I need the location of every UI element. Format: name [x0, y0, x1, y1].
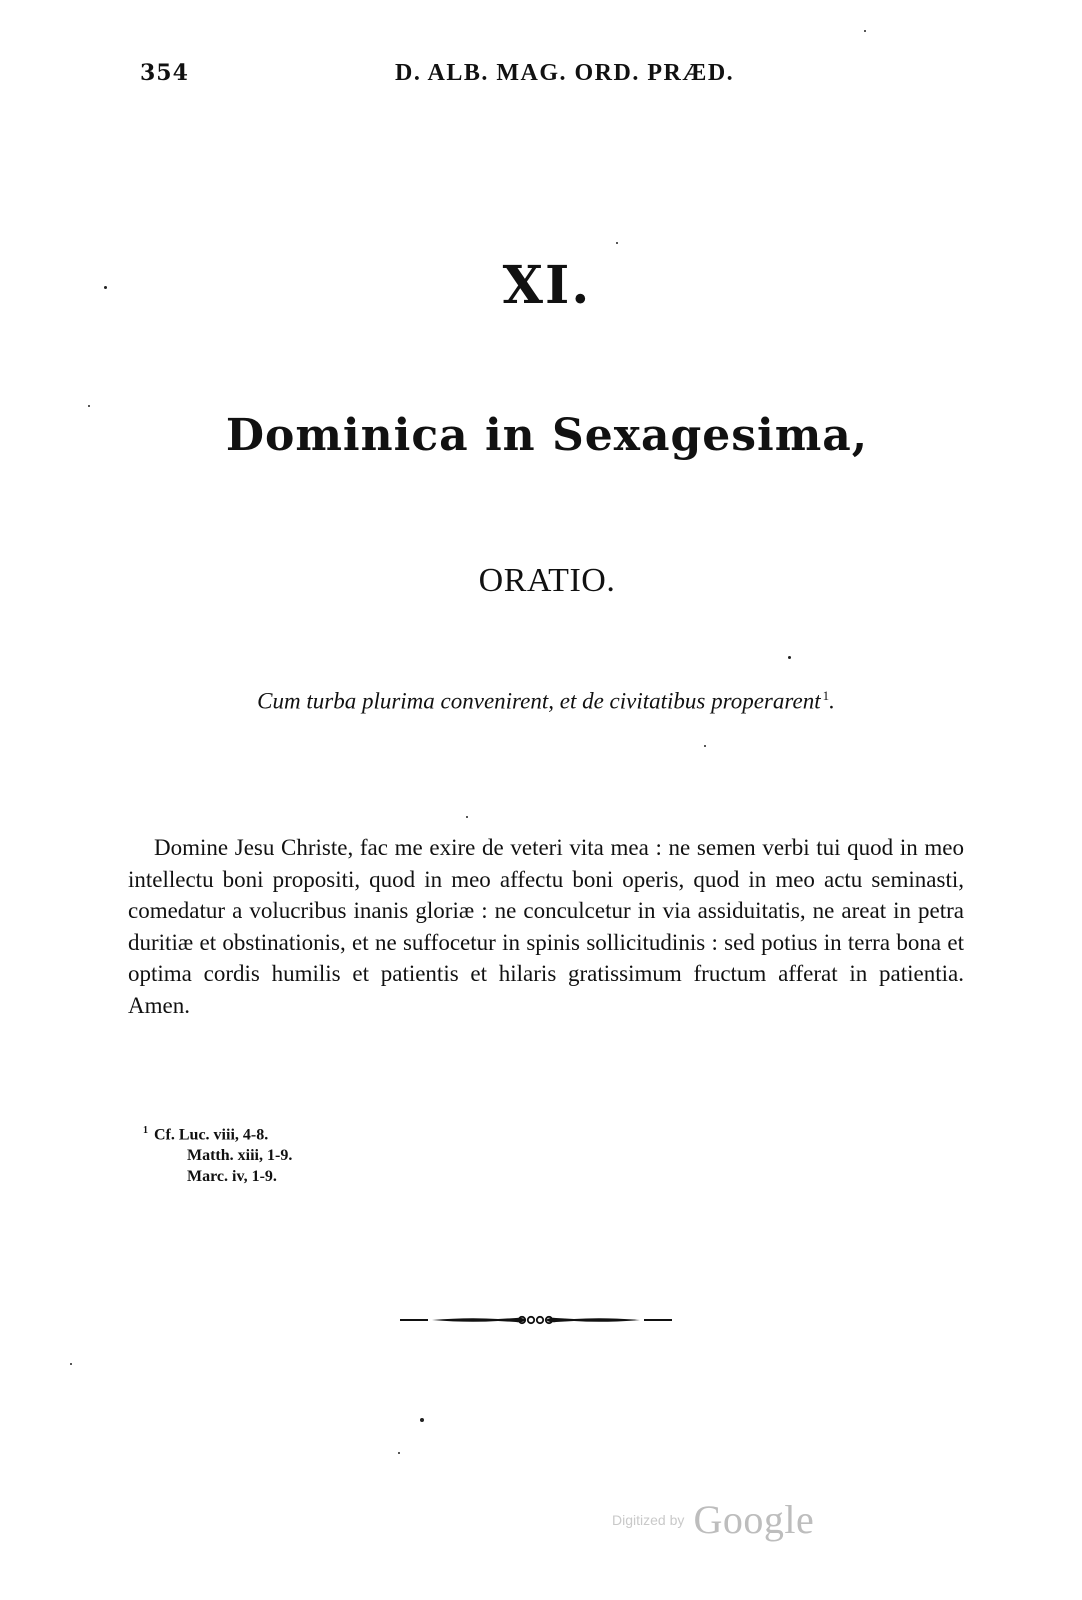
ornamental-rule	[398, 1308, 674, 1332]
footnote-mark: 1	[143, 1125, 148, 1136]
print-speck	[88, 405, 90, 407]
footnote-line	[143, 1120, 543, 1145]
print-speck	[466, 816, 468, 818]
running-head	[140, 60, 960, 94]
running-title: D. ALB. MAG. ORD. PRÆD.	[395, 60, 735, 86]
print-speck	[420, 1418, 424, 1422]
google-watermark	[612, 1496, 814, 1546]
footnote	[143, 1120, 543, 1187]
print-speck	[704, 745, 706, 747]
print-speck	[616, 242, 618, 244]
chapter-number: XI.	[502, 255, 592, 316]
epigraph	[0, 688, 1082, 715]
print-speck	[70, 1363, 72, 1365]
print-speck	[398, 1452, 400, 1454]
footnote-citation: Matth. xiii, 1-9.	[187, 1147, 293, 1165]
footnote-reference: 1	[822, 688, 830, 703]
page-number: 354	[140, 60, 189, 86]
print-speck	[788, 656, 791, 659]
footnote-citation: Marc. iv, 1-9.	[187, 1168, 277, 1186]
chapter-title: Dominica in Sexagesima,	[225, 410, 869, 461]
print-speck	[864, 30, 866, 32]
google-logo: Google	[693, 1497, 815, 1542]
footnote-citation: Cf. Luc. viii, 4-8.	[154, 1126, 269, 1144]
epigraph-punctuation: .	[829, 688, 835, 714]
print-speck	[104, 286, 107, 289]
section-title: ORATIO.	[478, 562, 616, 599]
prayer-paragraph: Domine Jesu Christe, fac me exire de veteri vita mea : ne semen verbi tui quod in meo intellectu boni propositi, quod in meo affectu boni operis, quod in meo actu seminasti, comedatur a volucribus inanis gloriæ : ne conculcetur in via assiduitatis, ne areat in petra duritiæ et obstinationis, et ne suffocetur in spinis sollicitudinis : sed potius in terra bona et optima cordis humilis et patientis et hilaris gratissimum fructum afferat in patientia. Amen.	[128, 835, 964, 1018]
watermark-prefix: Digitized by	[612, 1511, 685, 1528]
epigraph-text: Cum turba plurima convenirent, et de civitatibus properarent	[257, 688, 821, 714]
